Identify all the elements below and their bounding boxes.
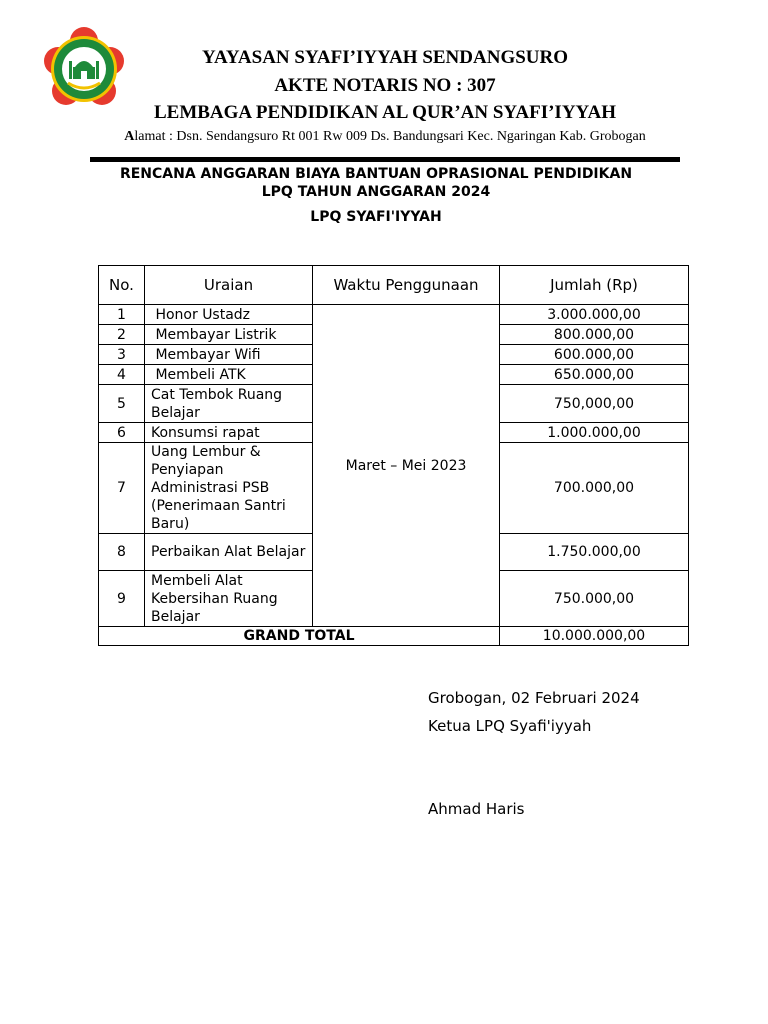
row-no: 3 — [99, 345, 145, 365]
table-header-row — [99, 266, 689, 305]
row-uraian: Cat Tembok Ruang Belajar — [145, 385, 313, 423]
row-jumlah: 3.000.000,00 — [500, 305, 689, 325]
row-no: 7 — [99, 443, 145, 534]
row-no: 8 — [99, 534, 145, 571]
header-uraian: Uraian — [145, 266, 313, 305]
row-jumlah: 1.750.000,00 — [500, 534, 689, 571]
row-jumlah: 750.000,00 — [500, 571, 689, 627]
signature-place-date: Grobogan, 02 Februari 2024 — [428, 689, 640, 707]
row-no: 6 — [99, 423, 145, 443]
waktu-penggunaan-cell: Maret – Mei 2023 — [313, 305, 500, 627]
row-jumlah: 700.000,00 — [500, 443, 689, 534]
row-uraian: Membeli Alat Kebersihan Ruang Belajar — [145, 571, 313, 627]
document-title-line2: LPQ TAHUN ANGGARAN 2024 — [261, 184, 491, 200]
letterhead-address: Alamat : Dsn. Sendangsuro Rt 001 Rw 009 Ds. Bandungsari Kec. Ngaringan Kab. Grobogan — [124, 129, 646, 144]
budget-table — [98, 265, 689, 646]
row-uraian: Membayar Listrik — [145, 325, 313, 345]
header-no: No. — [99, 266, 145, 305]
row-uraian: Konsumsi rapat — [145, 423, 313, 443]
letterhead-foundation-name: YAYASAN SYAFI’IYYAH SENDANGSURO — [201, 47, 569, 68]
row-no: 4 — [99, 365, 145, 385]
row-no: 9 — [99, 571, 145, 627]
row-jumlah: 650.000,00 — [500, 365, 689, 385]
row-uraian: Membeli ATK — [145, 365, 313, 385]
grand-total-row — [99, 627, 689, 646]
header-waktu: Waktu Penggunaan — [313, 266, 500, 305]
row-uraian: Perbaikan Alat Belajar — [145, 534, 313, 571]
table-row — [99, 305, 689, 325]
signature-name: Ahmad Haris — [428, 800, 525, 818]
row-uraian: Honor Ustadz — [145, 305, 313, 325]
row-uraian: Membayar Wifi — [145, 345, 313, 365]
row-uraian: Uang Lembur & Penyiapan Administrasi PSB (Penerimaan Santri Baru) — [145, 443, 313, 534]
document-title-line3: LPQ SYAFI'IYYAH — [310, 209, 442, 225]
row-no: 1 — [99, 305, 145, 325]
row-jumlah: 1.000.000,00 — [500, 423, 689, 443]
letterhead-divider — [90, 157, 680, 162]
row-jumlah: 800.000,00 — [500, 325, 689, 345]
header-jumlah: Jumlah (Rp) — [500, 266, 689, 305]
letterhead-institution-name: LEMBAGA PENDIDIKAN AL QUR’AN SYAFI’IYYAH — [153, 102, 617, 123]
grand-total-label: GRAND TOTAL — [99, 627, 500, 646]
document-title-line1: RENCANA ANGGARAN BIAYA BANTUAN OPRASIONAL PENDIDIKAN — [119, 166, 633, 182]
grand-total-value: 10.000.000,00 — [500, 627, 689, 646]
row-no: 2 — [99, 325, 145, 345]
row-no: 5 — [99, 385, 145, 423]
signature-role: Ketua LPQ Syafi'iyyah — [428, 717, 592, 735]
row-jumlah: 750,000,00 — [500, 385, 689, 423]
letterhead-notary-deed: AKTE NOTARIS NO : 307 — [274, 75, 496, 96]
row-jumlah: 600.000,00 — [500, 345, 689, 365]
